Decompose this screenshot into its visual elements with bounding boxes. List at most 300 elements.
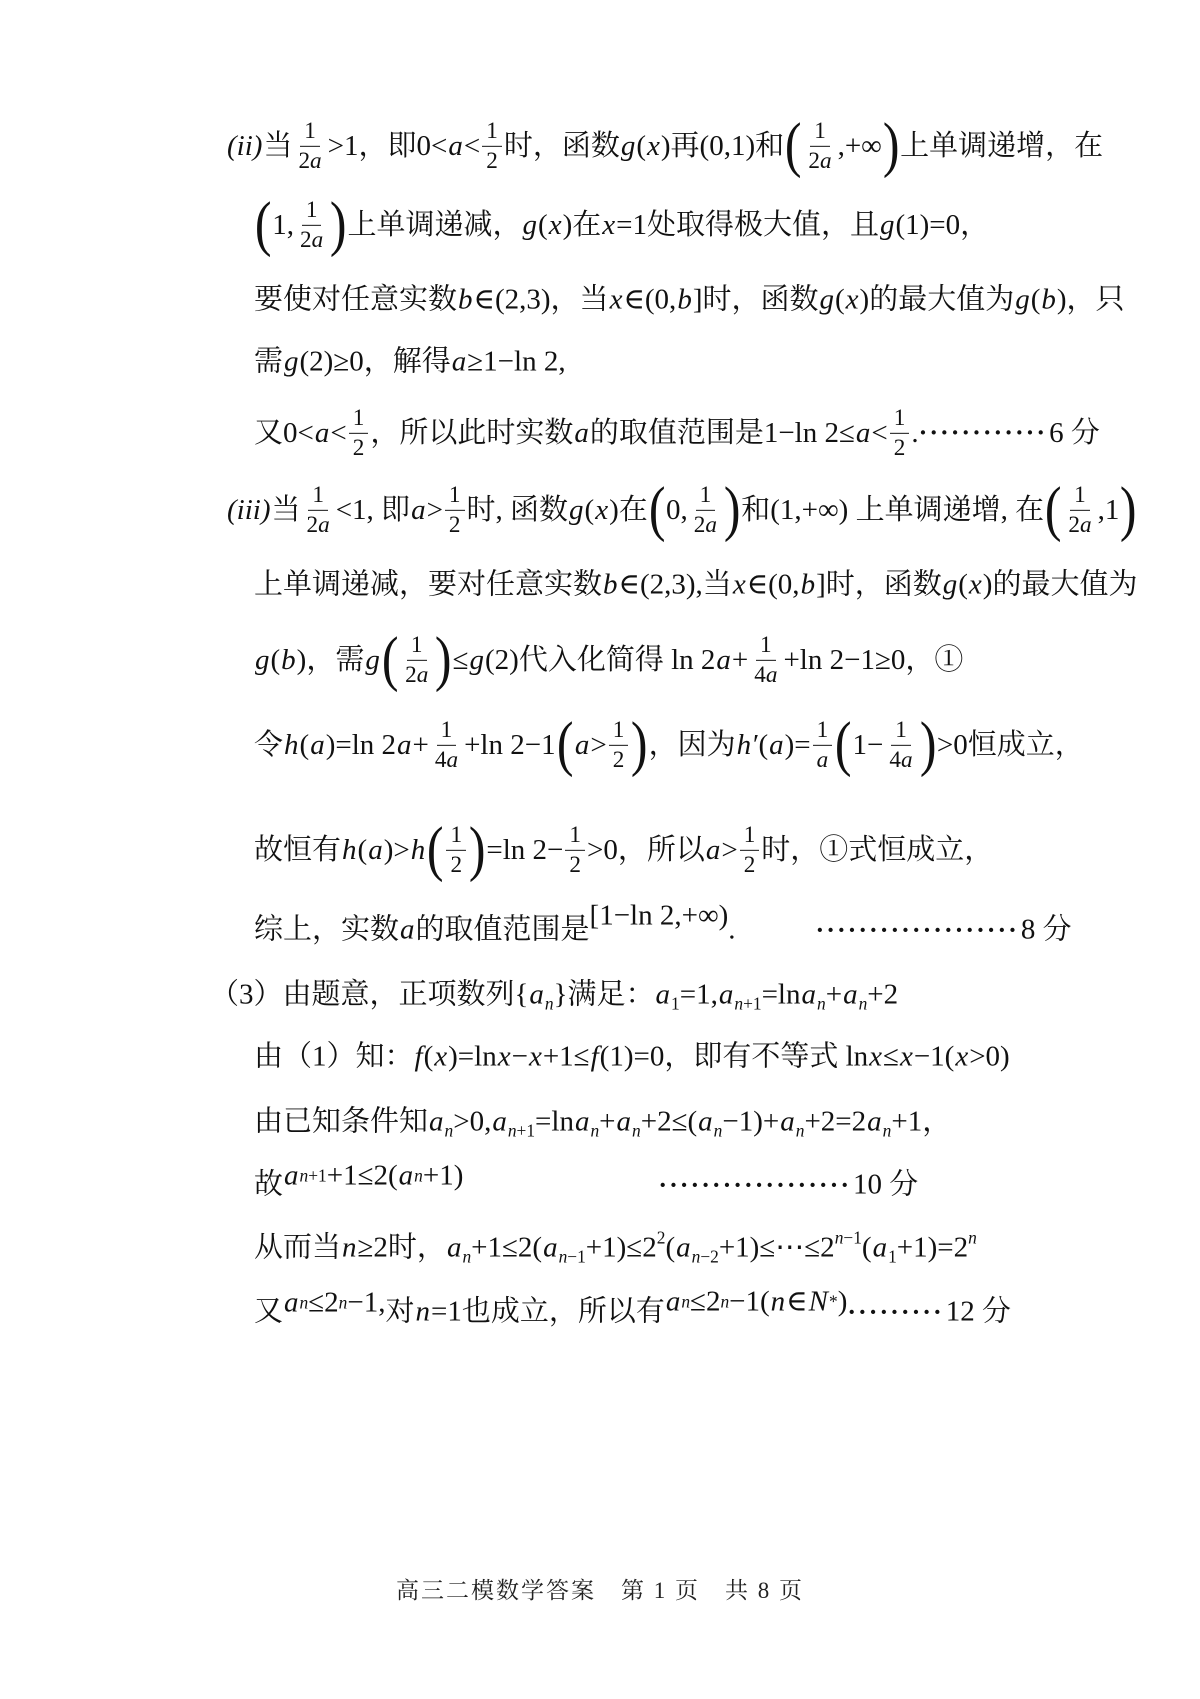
math-line <box>254 283 1125 316</box>
text-run: 当 <box>271 493 301 526</box>
math-variable: a <box>676 1231 691 1264</box>
fraction <box>349 405 369 461</box>
text-run: 8 分 <box>1020 913 1072 946</box>
text-run: ( <box>758 728 769 761</box>
fraction <box>1064 482 1095 538</box>
big-right-paren: ) <box>882 112 900 180</box>
text-run: 故 <box>254 1168 284 1201</box>
fraction <box>804 118 835 174</box>
math-line <box>254 816 994 884</box>
math-variable: g <box>469 643 485 676</box>
math-variable: x <box>732 568 746 601</box>
fraction-denominator: 2 <box>743 851 756 878</box>
text-run: ∈(2,3)，当 <box>473 283 609 316</box>
math-variable: (iii) <box>227 493 271 526</box>
text-run: [1−ln 2,+∞) <box>589 899 729 932</box>
text-run: =ln <box>535 1105 574 1138</box>
text-run: >0恒成立， <box>936 728 1084 761</box>
math-variable: g <box>365 643 380 676</box>
text-run: > <box>426 493 443 526</box>
math-variable: x <box>528 1040 542 1073</box>
subscript: 1 <box>888 1246 897 1267</box>
text-run: 要使对任意实数 <box>254 283 458 316</box>
fraction-numerator: 1 <box>810 118 830 147</box>
math-variable: a <box>451 345 467 378</box>
text-run: +1≤ <box>542 1040 590 1073</box>
text-run: >1，即0< <box>327 129 448 162</box>
text-run: )> <box>383 833 410 866</box>
dot-leader: ··················· <box>815 915 1019 944</box>
text-run: (1)=0， <box>895 208 990 241</box>
fraction <box>609 717 629 773</box>
text-run: ,1 <box>1097 493 1120 526</box>
math-variable: a <box>872 1231 888 1264</box>
fraction-numerator: 1 <box>891 717 911 746</box>
text-run: 的取值范围是1−ln 2≤ <box>589 416 855 449</box>
math-line <box>254 626 964 694</box>
text-run: =1, <box>679 978 718 1011</box>
subscript: n+1 <box>507 1120 536 1141</box>
text-run: (2)代入化简得 ln 2 <box>485 643 716 676</box>
fraction-numerator: 1 <box>407 632 427 661</box>
dot-leader: ·················· <box>658 1170 852 1199</box>
math-variable: b <box>1041 283 1056 316</box>
superscript: 2 <box>656 1227 666 1248</box>
text-run: 又 <box>254 1295 284 1328</box>
text-run: ) <box>837 1285 848 1318</box>
math-variable: g <box>620 129 636 162</box>
fraction-denominator: 2a <box>808 147 832 174</box>
text-run: ]时，函数 <box>692 283 819 316</box>
text-run: 当 <box>263 129 293 162</box>
text-run: ，所以此时实数 <box>370 416 574 449</box>
fraction-numerator: 1 <box>609 717 629 746</box>
text-run: ∈(2,3),当 <box>618 568 732 601</box>
text-run: + <box>412 728 429 761</box>
text-run: )，只 <box>1056 283 1125 316</box>
text-run: +1) <box>422 1159 464 1192</box>
fraction <box>303 482 334 538</box>
subscript: n <box>590 1120 600 1141</box>
fraction-denominator: 2a <box>298 147 322 174</box>
text-run: < <box>871 416 888 449</box>
text-run: 上单调递增，在 <box>900 129 1104 162</box>
subscript: n−1 <box>558 1246 586 1267</box>
math-line <box>254 1285 1011 1328</box>
math-variable: n <box>342 1231 357 1264</box>
text-run: =1也成立，所以有 <box>430 1295 665 1328</box>
text-run: + <box>731 643 749 676</box>
math-variable: h <box>410 833 426 866</box>
math-line <box>254 568 1137 601</box>
footer-text: 高三二模数学答案 第 1 页 共 8 页 <box>396 1578 804 1603</box>
text-run: −1( <box>729 1285 770 1318</box>
text-run: 时，函数 <box>503 129 620 162</box>
text-run: 0, <box>666 493 688 526</box>
text-run: (2)≥0，解得 <box>299 345 451 378</box>
math-line <box>254 1040 1010 1073</box>
text-run: 时, 函数 <box>466 493 569 526</box>
fraction <box>445 482 465 538</box>
spacer <box>463 1185 658 1186</box>
fraction-denominator: 4a <box>434 746 459 773</box>
text-run: ]时，函数 <box>816 568 942 601</box>
math-variable: g <box>942 568 958 601</box>
math-variable: f <box>414 1040 423 1073</box>
fraction <box>431 717 462 773</box>
math-variable: a <box>574 416 589 449</box>
math-variable: a <box>398 1159 414 1192</box>
text-run: +1， <box>891 1105 952 1138</box>
text-run: 令 <box>254 728 284 761</box>
big-right-paren: ) <box>435 626 452 694</box>
text-run: −1)+ <box>722 1105 780 1138</box>
text-run: ( <box>834 283 845 316</box>
text-run: +1)=2 <box>896 1231 969 1264</box>
fraction-denominator: 2 <box>450 851 463 878</box>
math-variable: a <box>397 728 412 761</box>
math-variable: g <box>284 345 299 378</box>
fraction-denominator: 2 <box>569 851 581 878</box>
math-line <box>226 112 1104 180</box>
big-left-paren: ( <box>427 816 444 884</box>
math-variable: x <box>548 208 562 241</box>
fraction <box>750 632 781 688</box>
text-run: + <box>825 978 843 1011</box>
text-run: )= <box>784 728 811 761</box>
subscript: n <box>858 993 868 1014</box>
text-run: ∈(0, <box>746 568 800 601</box>
big-left-paren: ( <box>835 711 852 779</box>
math-variable: x <box>647 129 660 162</box>
text-run: )在 <box>609 493 648 526</box>
math-variable: g <box>255 643 270 676</box>
text-run: +1≤2( <box>326 1159 398 1192</box>
subscript: n <box>444 1120 454 1141</box>
math-variable: a <box>284 1159 299 1192</box>
math-variable: a <box>574 728 590 761</box>
fraction <box>401 632 432 688</box>
math-variable: f <box>590 1040 599 1073</box>
math-line <box>226 476 1138 544</box>
math-variable: a <box>867 1105 882 1138</box>
math-line <box>254 711 1084 779</box>
math-variable: x <box>899 1040 913 1073</box>
text-run: )的最大值为 <box>982 568 1138 601</box>
fraction-numerator: 1 <box>308 482 328 511</box>
text-run: . <box>728 913 736 946</box>
math-variable: x <box>869 1040 883 1073</box>
math-variable: h′ <box>736 728 758 761</box>
text-run: ( <box>357 833 368 866</box>
math-variable: n <box>415 1295 430 1328</box>
text-run: =ln <box>761 978 801 1011</box>
fraction-denominator: 2a <box>1068 511 1092 538</box>
subscript: n <box>299 1292 309 1313</box>
text-run: ∈(0, <box>623 283 677 316</box>
text-run: +ln 2−1 <box>464 728 556 761</box>
subscript: n <box>681 1291 691 1312</box>
dot-leader: ············ <box>918 418 1048 447</box>
text-run: >0, <box>453 1105 492 1138</box>
math-variable: x <box>845 283 859 316</box>
text-run: <1, 即 <box>335 493 411 526</box>
big-left-paren: ( <box>1044 476 1062 544</box>
fraction-numerator: 1 <box>756 632 776 661</box>
math-variable: a <box>718 978 734 1011</box>
fraction-numerator: 1 <box>482 118 502 147</box>
text-run: ,+∞ <box>837 129 882 162</box>
fraction-denominator: 2 <box>352 434 365 461</box>
text-run: < <box>463 129 481 162</box>
math-variable: x <box>968 568 982 601</box>
fraction <box>740 822 760 878</box>
subscript: n−2 <box>691 1246 719 1267</box>
text-run: ∈ <box>786 1285 808 1318</box>
fraction-numerator: 1 <box>445 482 465 511</box>
text-run: )在 <box>562 208 602 241</box>
math-variable: a <box>400 913 415 946</box>
big-right-paren: ) <box>330 191 347 259</box>
fraction-denominator: 2 <box>448 511 461 538</box>
math-line <box>254 405 1100 461</box>
math-variable: a <box>543 1231 558 1264</box>
text-run: ≤2 <box>308 1286 339 1319</box>
text-run: ( <box>958 568 968 601</box>
math-variable: a <box>801 978 816 1011</box>
text-run: 又0< <box>254 416 314 449</box>
superscript: n <box>338 1292 348 1313</box>
math-variable: x <box>602 208 616 241</box>
text-run: +2=2 <box>804 1105 867 1138</box>
text-run: 由已知条件知 <box>254 1105 429 1138</box>
math-line <box>254 1159 919 1201</box>
page-footer <box>0 1572 1200 1605</box>
text-run: 10 分 <box>853 1168 919 1201</box>
text-run: −1( <box>913 1040 955 1073</box>
math-variable: n <box>770 1285 786 1318</box>
math-line <box>254 345 566 378</box>
fraction-numerator: 1 <box>813 717 833 746</box>
math-variable: b <box>603 568 618 601</box>
big-left-paren: ( <box>556 711 574 779</box>
subscript: n <box>462 1246 472 1267</box>
math-variable: g <box>879 208 895 241</box>
math-variable: a <box>655 978 671 1011</box>
fraction-numerator: 1 <box>1070 482 1090 511</box>
text-run: 12 分 <box>945 1295 1011 1328</box>
math-line <box>254 1105 952 1141</box>
text-run: ( <box>270 643 281 676</box>
text-run: 和(1,+∞) 上单调递增, 在 <box>741 493 1045 526</box>
math-variable: h <box>342 833 357 866</box>
fraction-numerator: 1 <box>740 822 760 851</box>
math-variable: a <box>284 1286 299 1319</box>
fraction-denominator: 2a <box>306 511 330 538</box>
math-line <box>254 899 1072 946</box>
text-run: ≤ <box>883 1040 899 1073</box>
fraction-numerator: 1 <box>446 822 466 851</box>
text-run: > <box>721 833 738 866</box>
subscript: n <box>795 1120 805 1141</box>
text-run: ( <box>861 1231 872 1264</box>
math-line <box>254 191 990 259</box>
text-run: 由（1）知： <box>254 1040 414 1073</box>
fraction <box>296 197 327 253</box>
subscript: n <box>632 1120 641 1141</box>
math-variable: N <box>808 1285 828 1318</box>
math-variable: g <box>569 493 584 526</box>
text-run: . <box>911 416 919 449</box>
text-run: 对 <box>385 1295 415 1328</box>
dot-leader: ········· <box>847 1297 944 1326</box>
text-run: ，因为 <box>648 728 736 761</box>
text-run: 综上，实数 <box>254 913 400 946</box>
text-run: >0，所以 <box>586 833 705 866</box>
fraction-denominator: 2a <box>300 226 324 253</box>
text-run: ≥1−ln 2, <box>467 345 566 378</box>
fraction <box>885 717 916 773</box>
fraction-numerator: 1 <box>302 197 322 226</box>
text-run: }满足： <box>553 978 655 1011</box>
math-variable: x <box>497 1040 511 1073</box>
text-run: +1)≤2 <box>585 1231 657 1264</box>
fraction-denominator: 4a <box>889 746 913 773</box>
text-run: )=ln <box>448 1040 497 1073</box>
fraction-numerator: 1 <box>437 717 457 746</box>
fraction <box>482 118 502 174</box>
fraction <box>890 405 910 461</box>
text-run: ( <box>299 728 310 761</box>
fraction <box>813 717 833 773</box>
big-right-paren: ) <box>631 711 648 779</box>
math-variable: x <box>434 1040 448 1073</box>
math-line <box>254 1227 977 1267</box>
math-variable: a <box>448 129 463 162</box>
fraction-denominator: 2 <box>612 746 625 773</box>
big-right-paren: ) <box>723 476 741 544</box>
math-line <box>210 978 899 1014</box>
text-run: 时，①式恒成立， <box>761 833 994 866</box>
math-variable: a <box>698 1105 713 1138</box>
subscript: 1 <box>671 993 680 1014</box>
superscript: n <box>968 1227 977 1248</box>
text-run: − <box>511 1040 528 1073</box>
text-run: 需 <box>254 345 284 378</box>
text-run: ( <box>538 208 548 241</box>
text-run: −1, <box>347 1286 386 1319</box>
fraction-denominator: 2a <box>693 511 717 538</box>
text-run: +2≤( <box>640 1105 698 1138</box>
fraction <box>446 822 466 878</box>
fraction-numerator: 1 <box>890 405 910 434</box>
text-run: 的取值范围是 <box>415 913 590 946</box>
math-variable: a <box>529 978 544 1011</box>
fraction-denominator: 2 <box>893 434 906 461</box>
text-run: （3）由题意，正项数列{ <box>210 978 529 1011</box>
text-run: +2 <box>867 978 899 1011</box>
math-variable: b <box>458 283 473 316</box>
text-run: + <box>599 1105 616 1138</box>
superscript: n <box>720 1291 730 1312</box>
big-right-paren: ) <box>1120 476 1137 544</box>
math-variable: b <box>677 283 692 316</box>
text-run: ≥2时， <box>357 1231 446 1264</box>
text-run: )，需 <box>296 643 365 676</box>
text-run: > <box>590 728 607 761</box>
math-variable: a <box>492 1105 507 1138</box>
text-run: +ln 2−1≥0，① <box>783 643 964 676</box>
big-right-paren: ) <box>919 711 937 779</box>
math-variable: a <box>429 1105 444 1138</box>
fraction <box>565 822 585 878</box>
text-run: +1≤2( <box>471 1231 543 1264</box>
math-variable: a <box>411 493 426 526</box>
big-right-paren: ) <box>468 816 486 884</box>
text-run: ( <box>636 129 646 162</box>
math-variable: a <box>616 1105 632 1138</box>
text-run: )=ln 2 <box>325 728 397 761</box>
text-run: 从而当 <box>254 1231 342 1264</box>
math-variable: a <box>574 1105 590 1138</box>
text-run: ( <box>423 1040 434 1073</box>
math-variable: x <box>595 493 609 526</box>
text-run: < <box>330 416 347 449</box>
math-variable: a <box>705 833 721 866</box>
text-run: )再(0,1)和 <box>660 129 785 162</box>
fraction <box>294 118 325 174</box>
superscript: * <box>828 1291 838 1312</box>
math-variable: a <box>665 1285 681 1318</box>
math-variable: g <box>819 283 834 316</box>
text-run: >0) <box>969 1040 1010 1073</box>
spacer <box>736 930 816 931</box>
text-run: =ln 2− <box>486 833 564 866</box>
text-run: ≤2 <box>690 1285 721 1318</box>
big-left-paren: ( <box>381 626 399 694</box>
fraction <box>690 482 721 538</box>
subscript: n <box>817 993 826 1014</box>
fraction-denominator: 4a <box>754 661 778 688</box>
subscript: n+1 <box>299 1165 327 1186</box>
text-run: 6 分 <box>1049 416 1100 449</box>
math-variable: a <box>716 643 731 676</box>
text-run: )的最大值为 <box>859 283 1015 316</box>
math-variable: g <box>522 208 538 241</box>
math-variable: x <box>609 283 623 316</box>
text-run: ( <box>1030 283 1041 316</box>
math-variable: a <box>843 978 858 1011</box>
math-variable: a <box>446 1231 462 1264</box>
text-run: 1− <box>852 728 884 761</box>
text-run: (1)=0，即有不等式 ln <box>599 1040 869 1073</box>
math-variable: a <box>310 728 325 761</box>
math-variable: a <box>780 1105 795 1138</box>
text-run: 上单调递减，要对任意实数 <box>254 568 603 601</box>
text-run: ( <box>584 493 595 526</box>
fraction-denominator: 2a <box>405 661 429 688</box>
subscript: n <box>882 1120 892 1141</box>
text-run: +1)≤⋯≤2 <box>718 1231 835 1264</box>
text-run: 1, <box>272 208 295 241</box>
big-left-paren: ( <box>648 476 666 544</box>
math-variable: a <box>314 416 330 449</box>
subscript: n <box>414 1165 423 1186</box>
math-variable: b <box>800 568 816 601</box>
math-variable: a <box>855 416 871 449</box>
math-variable: a <box>769 728 784 761</box>
text-run: ≤ <box>452 643 469 676</box>
